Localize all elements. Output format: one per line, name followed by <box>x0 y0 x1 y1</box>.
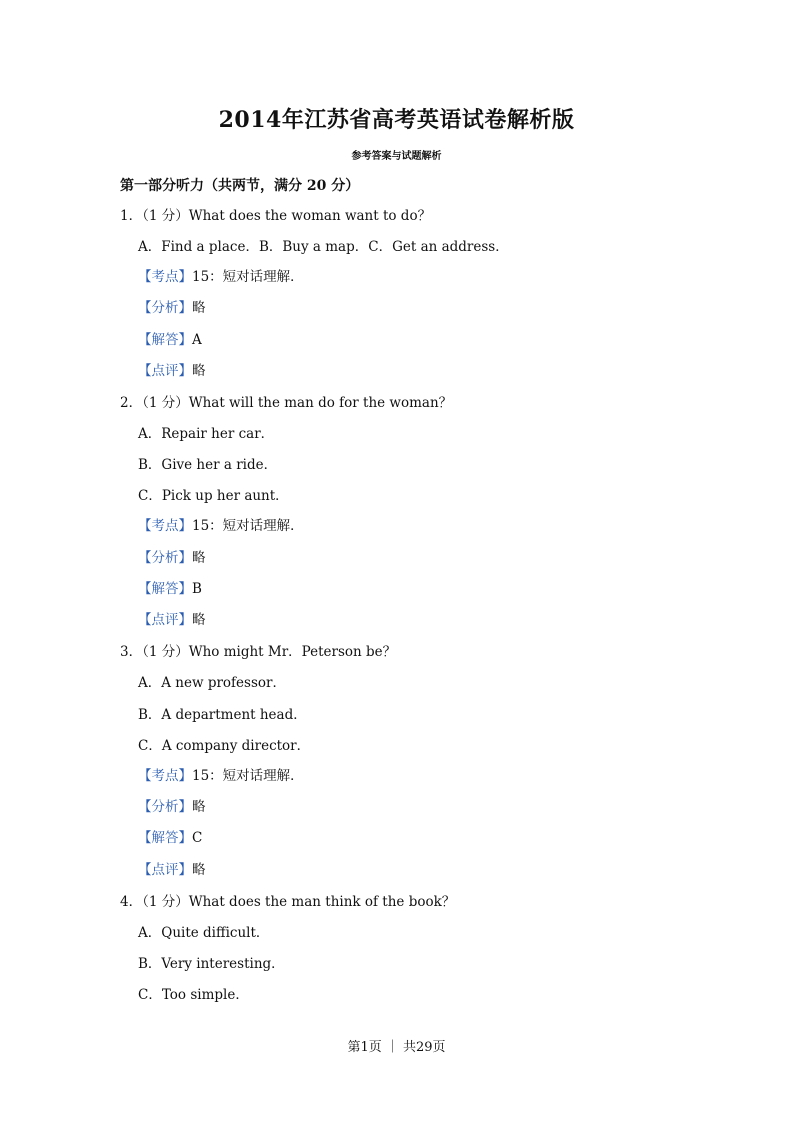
dianping-label: 【点评】 <box>138 612 192 628</box>
fenxi-value: 略 <box>192 550 206 566</box>
dianping-value: 略 <box>192 363 206 379</box>
dianping-row <box>138 861 206 879</box>
kaodian-label: 【考点】 <box>138 518 192 534</box>
dianping-label: 【点评】 <box>138 862 192 878</box>
jieda-row <box>138 829 202 847</box>
dianping-row <box>138 362 206 380</box>
kaodian-value: 15：短对话理解． <box>192 269 304 285</box>
page-footer: 第1页 ｜ 共29页 <box>347 1040 446 1055</box>
jieda-row <box>138 580 202 598</box>
option-b: B．Very interesting． <box>138 956 285 972</box>
question-stem: 2．（1 分）What will the man do for the woman？ <box>120 395 453 411</box>
kaodian-row <box>138 767 304 785</box>
dianping-label: 【点评】 <box>138 363 192 379</box>
question-stem: 4．（1 分）What does the man think of the book？ <box>120 894 456 910</box>
fenxi-label: 【分析】 <box>138 300 192 316</box>
jieda-label: 【解答】 <box>138 830 192 846</box>
kaodian-label: 【考点】 <box>138 269 192 285</box>
option-c: C．Too simple． <box>138 987 249 1003</box>
question-options: A．Find a place．B．Buy a map．C．Get an address． <box>138 239 509 255</box>
jieda-label: 【解答】 <box>138 332 192 348</box>
fenxi-label: 【分析】 <box>138 550 192 566</box>
fenxi-row <box>138 299 206 317</box>
jieda-value: A <box>192 332 202 348</box>
option-a: A．A new professor． <box>138 675 286 691</box>
jieda-value: B <box>192 581 202 597</box>
kaodian-row <box>138 268 304 286</box>
option-c: C．Pick up her aunt． <box>138 488 289 504</box>
kaodian-label: 【考点】 <box>138 768 192 784</box>
dianping-value: 略 <box>192 862 206 878</box>
jieda-value: C <box>192 830 203 846</box>
section-heading: 第一部分听力（共两节，满分 20 分） <box>120 178 360 194</box>
option-b: B．Give her a ride． <box>138 457 278 473</box>
page-subtitle: 参考答案与试题解析 <box>351 151 442 162</box>
jieda-row <box>138 331 202 349</box>
fenxi-row <box>138 549 206 567</box>
fenxi-value: 略 <box>192 300 206 316</box>
fenxi-value: 略 <box>192 799 206 815</box>
question-stem: 3．（1 分）Who might Mr．Peterson be？ <box>120 644 397 660</box>
option-a: A．Quite difficult． <box>138 925 270 941</box>
fenxi-label: 【分析】 <box>138 799 192 815</box>
dianping-row <box>138 611 206 629</box>
page-title: 2014年江苏省高考英语试卷解析版 <box>218 107 575 133</box>
kaodian-row <box>138 517 304 535</box>
kaodian-value: 15：短对话理解． <box>192 518 304 534</box>
jieda-label: 【解答】 <box>138 581 192 597</box>
fenxi-row <box>138 798 206 816</box>
question-stem: 1．（1 分）What does the woman want to do？ <box>120 208 432 224</box>
option-b: B．A department head． <box>138 707 307 723</box>
kaodian-value: 15：短对话理解． <box>192 768 304 784</box>
option-a: A．Repair her car． <box>138 426 275 442</box>
dianping-value: 略 <box>192 612 206 628</box>
option-c: C．A company director． <box>138 738 311 754</box>
